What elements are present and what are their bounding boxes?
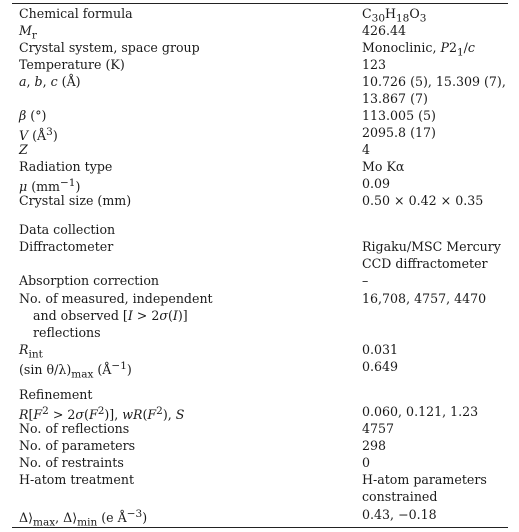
value-diffractometer-cont: CCD diffractometer — [362, 256, 488, 271]
value-h-atom-treatment-cont: constrained — [362, 489, 438, 504]
label-absorption-correction: Absorption correction — [19, 273, 160, 288]
value-mu: 0.09 — [362, 176, 391, 191]
section-refinement: Refinement — [19, 387, 93, 402]
label-z: Z — [19, 142, 28, 157]
label-delta-rho: $\Delta⟩_{max}$, $\Delta⟩_{min}$ (e $Å^{-3}$) — [19, 508, 148, 529]
value-diffractometer: Rigaku/MSC Mercury — [362, 239, 501, 254]
label-temperature: Temperature (K) — [19, 57, 125, 72]
value-crystal-system: Monoclinic, $P2_1/c$ — [362, 40, 475, 59]
value-temperature: 123 — [362, 57, 387, 72]
label-rint: $R_{int}$ — [19, 342, 43, 361]
label-reflections-measured-cont1: and observed [I > 2σ(I)] — [33, 308, 188, 323]
value-no-restraints: 0 — [362, 455, 371, 470]
value-delta-rho: 0.43, −0.18 — [362, 507, 437, 522]
value-z: 4 — [362, 142, 371, 157]
value-reflections-measured: 16,708, 4757, 4470 — [362, 291, 487, 306]
label-no-restraints: No. of restraints — [19, 455, 124, 470]
label-crystal-size: Crystal size (mm) — [19, 193, 132, 208]
value-crystal-size: 0.50 × 0.42 × 0.35 — [362, 193, 484, 208]
value-chemical-formula: $C_{30}H_{18}O_3$ — [362, 6, 427, 25]
value-volume: 2095.8 (17) — [362, 125, 436, 140]
label-reflections-measured: No. of measured, independent — [19, 291, 213, 306]
label-mu: μ $(mm^{-1})$ — [19, 177, 81, 195]
label-crystal-system: Crystal system, space group — [19, 40, 200, 55]
value-r-factors: 0.060, 0.121, 1.23 — [362, 404, 479, 419]
value-beta: 113.005 (5) — [362, 108, 436, 123]
value-radiation-type: Mo Kα — [362, 159, 405, 174]
table-bottom-rule — [12, 527, 508, 528]
value-cell-abc-cont: 13.867 (7) — [362, 91, 428, 106]
value-no-parameters: 298 — [362, 438, 387, 453]
value-no-reflections: 4757 — [362, 421, 395, 436]
section-data-collection: Data collection — [19, 222, 116, 237]
label-reflections-measured-cont2: reflections — [33, 325, 101, 340]
label-no-reflections: No. of reflections — [19, 421, 130, 436]
label-r-factors: $R[F^2 > 2\sigma(F^2)]$, $wR(F^2)$, S — [19, 405, 185, 423]
label-no-parameters: No. of parameters — [19, 438, 136, 453]
value-sin-theta-lambda: 0.649 — [362, 359, 399, 374]
value-mr: 426.44 — [362, 23, 407, 38]
label-volume: V $(Å^3)$ — [19, 126, 58, 144]
value-cell-abc: 10.726 (5), 15.309 (7), — [362, 74, 506, 89]
label-h-atom-treatment: H-atom treatment — [19, 472, 135, 487]
label-sin-theta-lambda: (sin $\theta/\lambda)_{max}$ $(Å^{-1})$ — [19, 360, 132, 381]
label-radiation-type: Radiation type — [19, 159, 113, 174]
label-diffractometer: Diffractometer — [19, 239, 114, 254]
label-mr: $M_r$ — [19, 23, 37, 42]
label-chemical-formula: Chemical formula — [19, 6, 133, 21]
value-absorption-correction: – — [362, 273, 369, 288]
label-beta: β (°) — [19, 108, 47, 123]
value-rint: 0.031 — [362, 342, 399, 357]
value-h-atom-treatment: H-atom parameters — [362, 472, 487, 487]
table-top-rule — [12, 3, 508, 4]
label-cell-abc: a, b, c (Å) — [19, 74, 81, 89]
